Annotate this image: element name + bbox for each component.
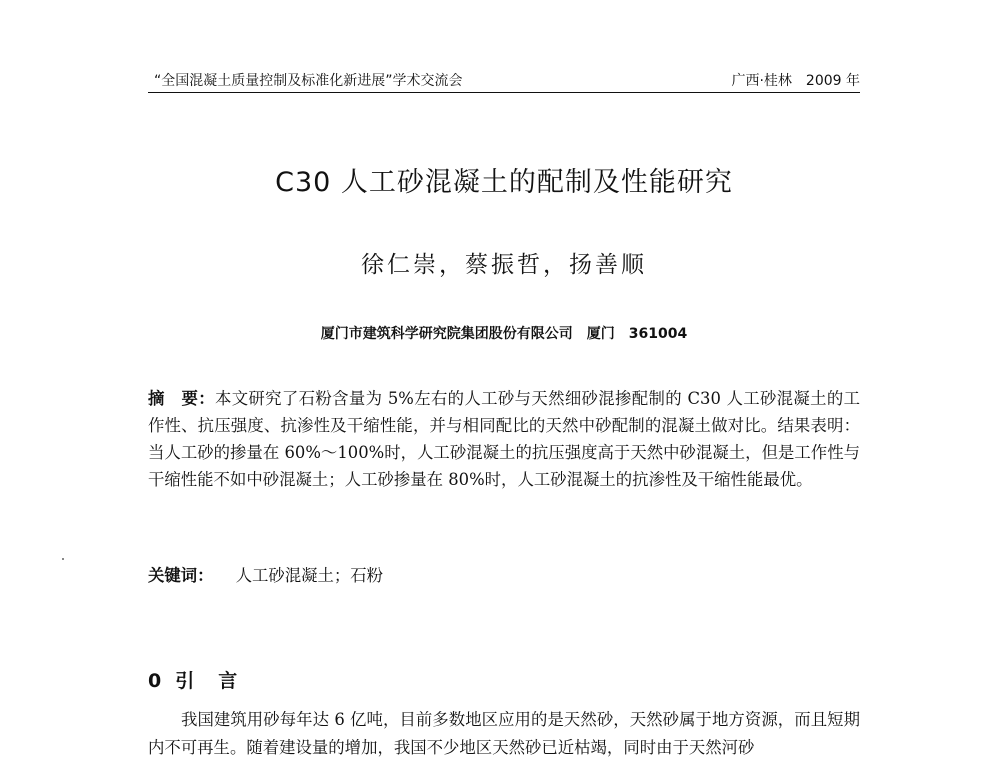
scan-speck — [62, 558, 64, 560]
conference-name: “全国混凝土质量控制及标准化新进展”学术交流会 — [154, 73, 463, 89]
section-title: 引言 — [175, 670, 262, 692]
keywords-label: 关键词： — [148, 566, 214, 585]
keywords — [148, 562, 860, 586]
paper-title: C30 人工砂混凝土的配制及性能研究 — [275, 167, 733, 198]
paper-authors: 徐仁崇，蔡振哲，扬善顺 — [361, 252, 647, 278]
intro-paragraph: 我国建筑用砂每年达 6 亿吨，目前多数地区应用的是天然砂，天然砂属于地方资源，而且短期内不可再生。随着建设量的增加，我国不少地区天然砂已近枯竭，同时由于天然河砂 — [148, 710, 860, 757]
location-year: 广西·桂林 2009 年 — [731, 73, 860, 89]
abstract-label: 摘 要： — [148, 389, 215, 408]
running-header — [148, 70, 860, 92]
header-rule — [148, 92, 860, 93]
abstract — [148, 385, 860, 493]
keywords-text: 人工砂混凝土；石粉 — [235, 566, 384, 585]
section-number: 0 — [148, 670, 162, 692]
paper-affiliation: 厦门市建筑科学研究院集团股份有限公司 厦门 361004 — [320, 326, 688, 342]
section-heading — [148, 666, 261, 693]
abstract-text: 本文研究了石粉含量为 5%左右的人工砂与天然细砂混掺配制的 C30 人工砂混凝土的工作性、抗压强度、抗渗性及干缩性能，并与相同配比的天然中砂配制的混凝土做对比。结果表明：当人工砂的掺量在 60%～100%时，人工砂混凝土的抗压强度高于天然中砂混凝土，但是工作性与干缩性能不如中砂混凝土；人工砂掺量在 80%时，人工砂混凝土的抗渗性及干缩性能最优。 — [148, 389, 861, 489]
